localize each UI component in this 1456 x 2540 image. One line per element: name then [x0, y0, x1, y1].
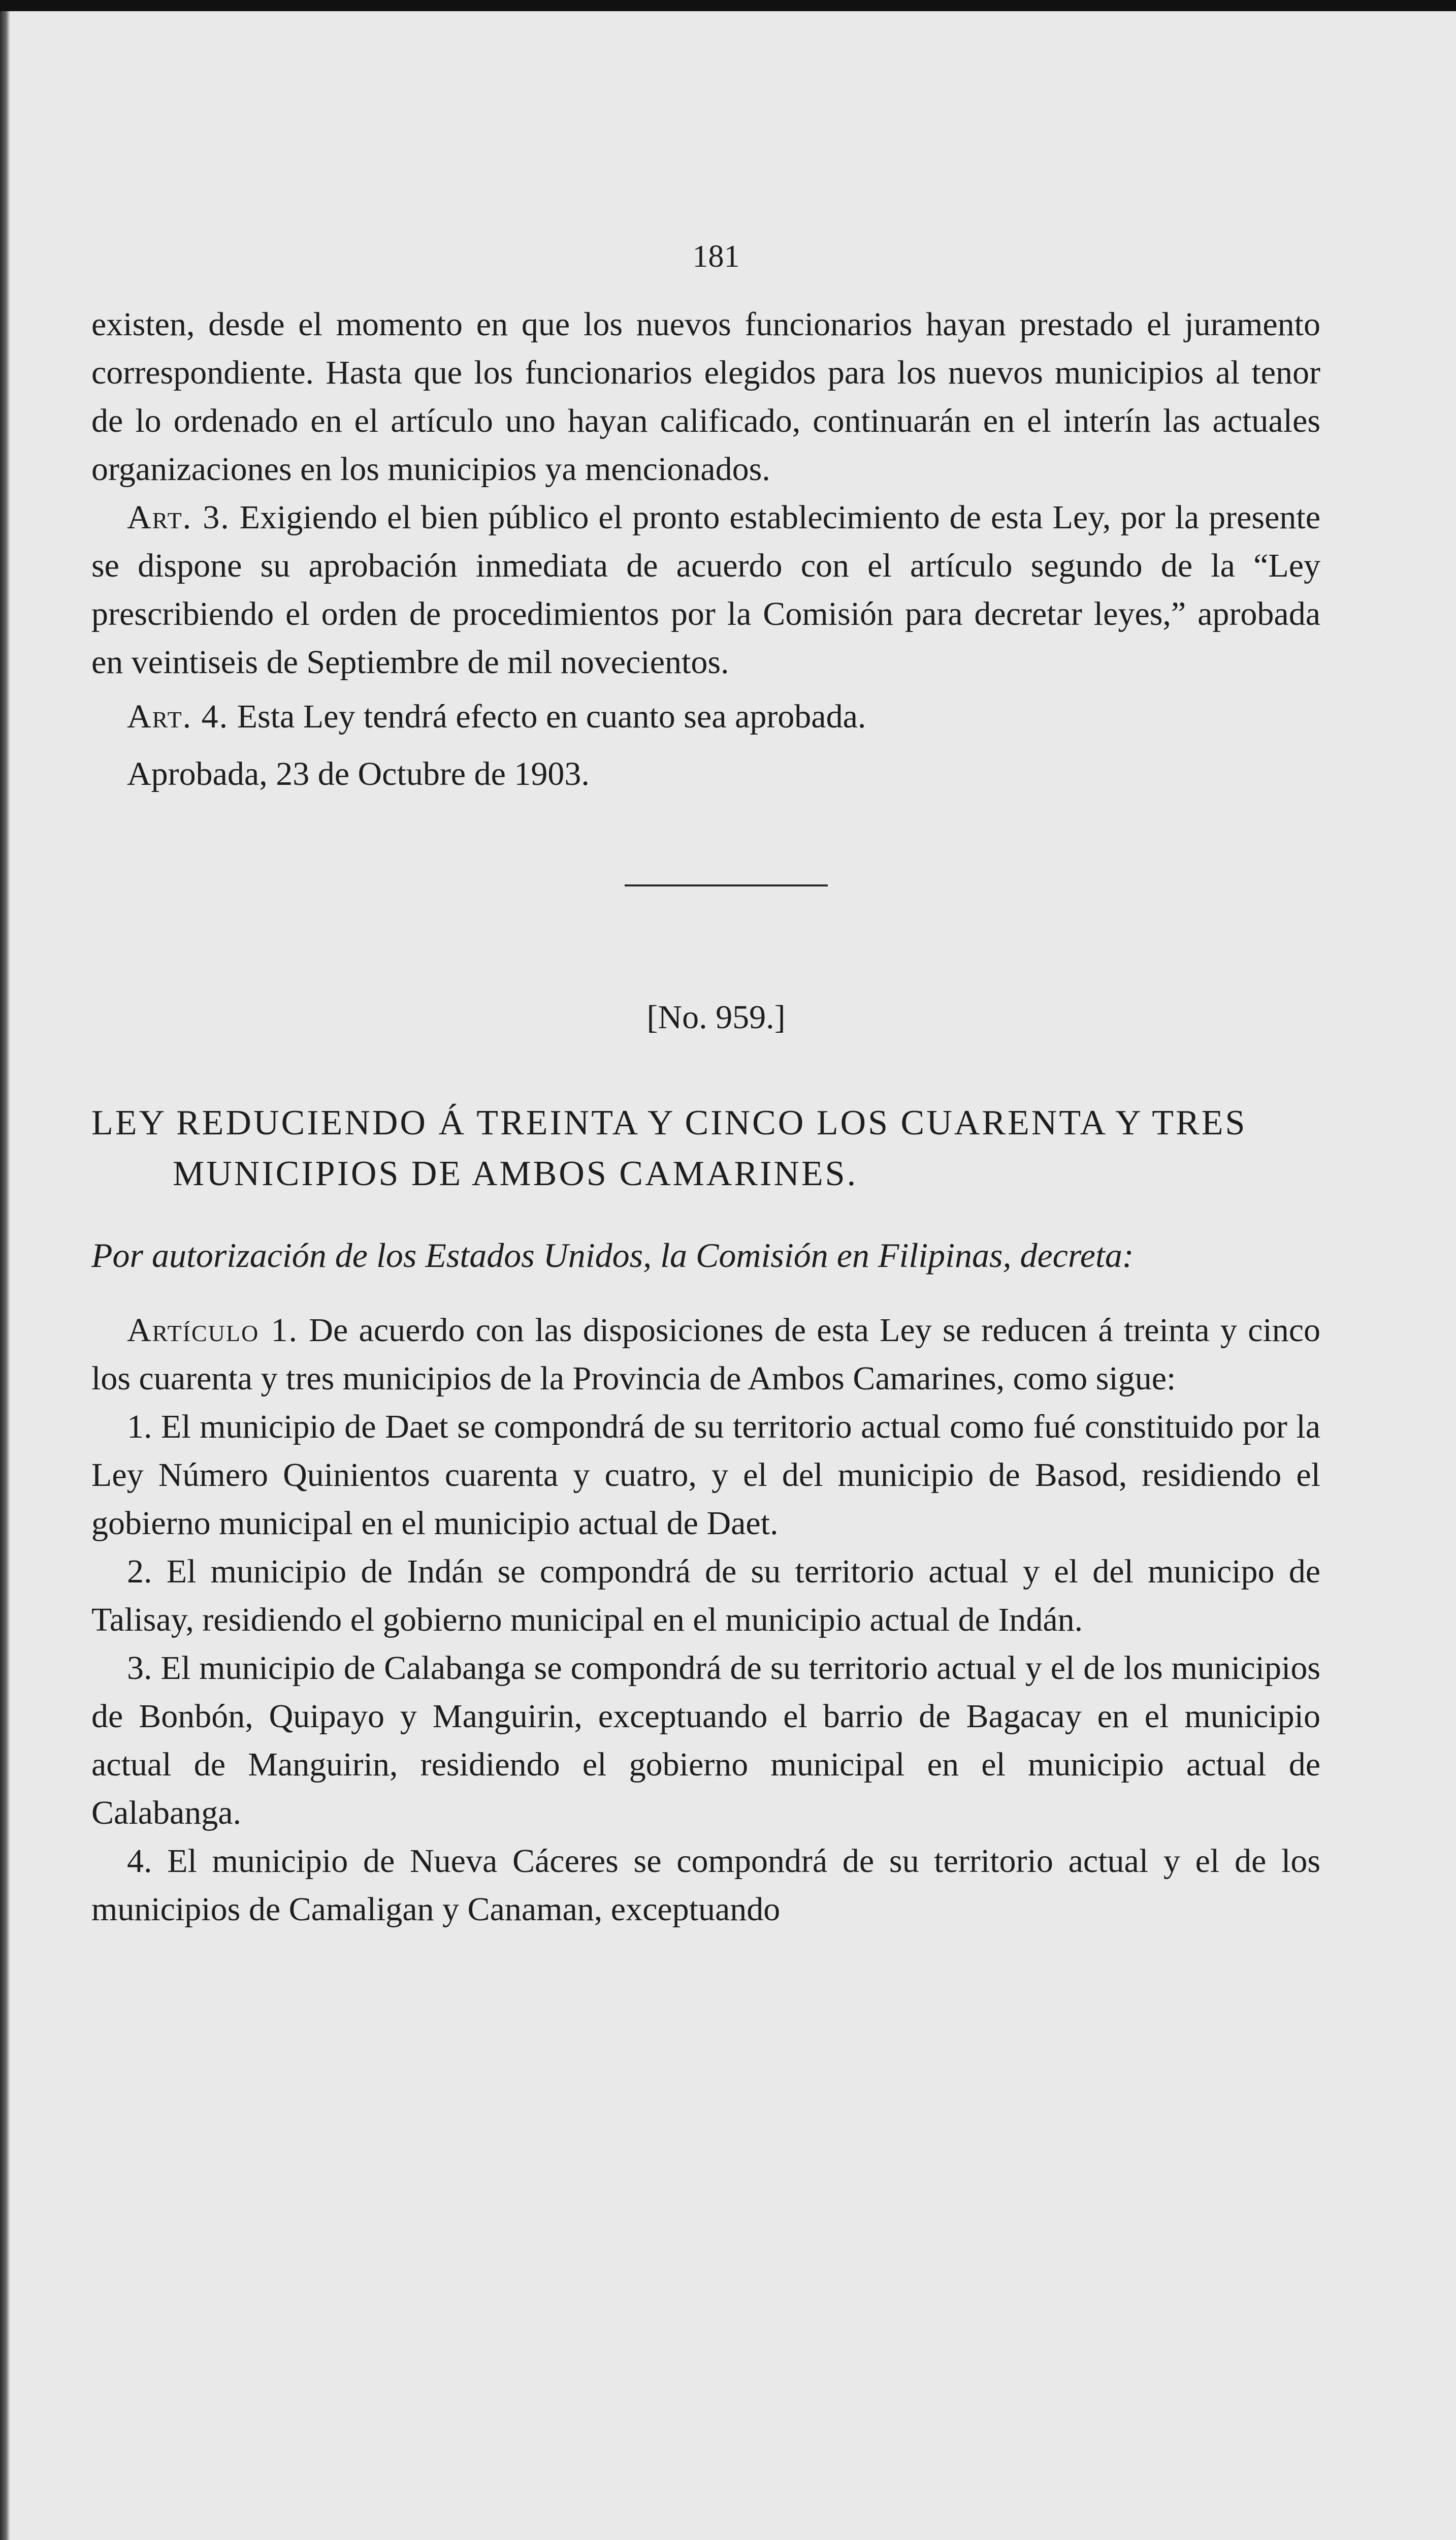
article-1-label: Artículo 1.: [127, 1312, 298, 1349]
article-1-text: De acuerdo con las disposiciones de esta Ley se reducen á treinta y cinco los cuarenta y tres municipios de la Provincia de Ambos Camarines, como sigue:: [91, 1312, 1321, 1397]
scan-left-edge: [0, 11, 10, 2540]
list-item: 2. El municipio de Indán se compondrá de su territorio actual y el del municipo de Talisay, residiendo el gobierno municipal en el municipio actual de Indán.: [91, 1553, 1320, 1638]
article-3-text: Exigiendo el bien público el pronto establecimiento de esta Ley, por la presente se dispone su aprobación inmediata de acuerdo con el artículo segundo de la “Ley prescribiendo el orden de procedimientos por la Comisión para decretar leyes,” aprobada en veintiseis de Septiembre de mil novecientos.: [91, 499, 1321, 681]
scan-top-border: [0, 0, 1456, 11]
list-item: 3. El municipio de Calabanga se compondrá de su territorio actual y el de los municipios de Bonbón, Quipayo y Manguirin, exceptuando el barrio de Bagacay en el municipio actual de Manguirin, residiendo el gobierno municipal en el municipio actual de Calabanga.: [91, 1649, 1320, 1831]
page-number: 181: [692, 239, 740, 274]
document-page: [91, 239, 1320, 1933]
law-number: [No. 959.]: [646, 999, 786, 1036]
article-4-paragraph: [91, 692, 1320, 741]
section-divider: [625, 884, 828, 886]
list-item: 1. El municipio de Daet se compondrá de su territorio actual como fué constituido por la Ley Número Quinientos cuarenta y cuatro, y el del municipio de Basod, residiendo el gobierno municipal en el municipio actual de Daet.: [91, 1408, 1320, 1542]
article-3-label: Art. 3.: [127, 499, 230, 536]
approval-date-line: Aprobada, 23 de Octubre de 1903.: [127, 755, 590, 792]
continuation-paragraph: existen, desde el momento en que los nuevos funcionarios hayan prestado el juramento correspondiente. Hasta que los funcionarios elegidos para los nuevos municipios al tenor de lo ordenado en el artículo uno hayan calificado, continuarán en el interín las actuales organizaciones en los municipios ya mencionados.: [91, 306, 1320, 488]
law-title: LEY REDUCIENDO Á TREINTA Y CINCO LOS CUARENTA Y TRES MUNICIPIOS DE AMBOS CAMARINES.: [91, 1103, 1247, 1193]
article-3-paragraph: [91, 493, 1320, 686]
article-4-text: Esta Ley tendrá efecto en cuanto sea aprobada.: [237, 698, 866, 735]
article-4-label: Art. 4.: [127, 698, 229, 735]
enacting-clause: Por autorización de los Estados Unidos, la Comisión en Filipinas, decreta:: [91, 1236, 1134, 1275]
list-item: 4. El municipio de Nueva Cáceres se compondrá de su territorio actual y el de los municipios de Camaligan y Canaman, exceptuando: [91, 1843, 1320, 1928]
article-1-paragraph: [91, 1306, 1320, 1403]
